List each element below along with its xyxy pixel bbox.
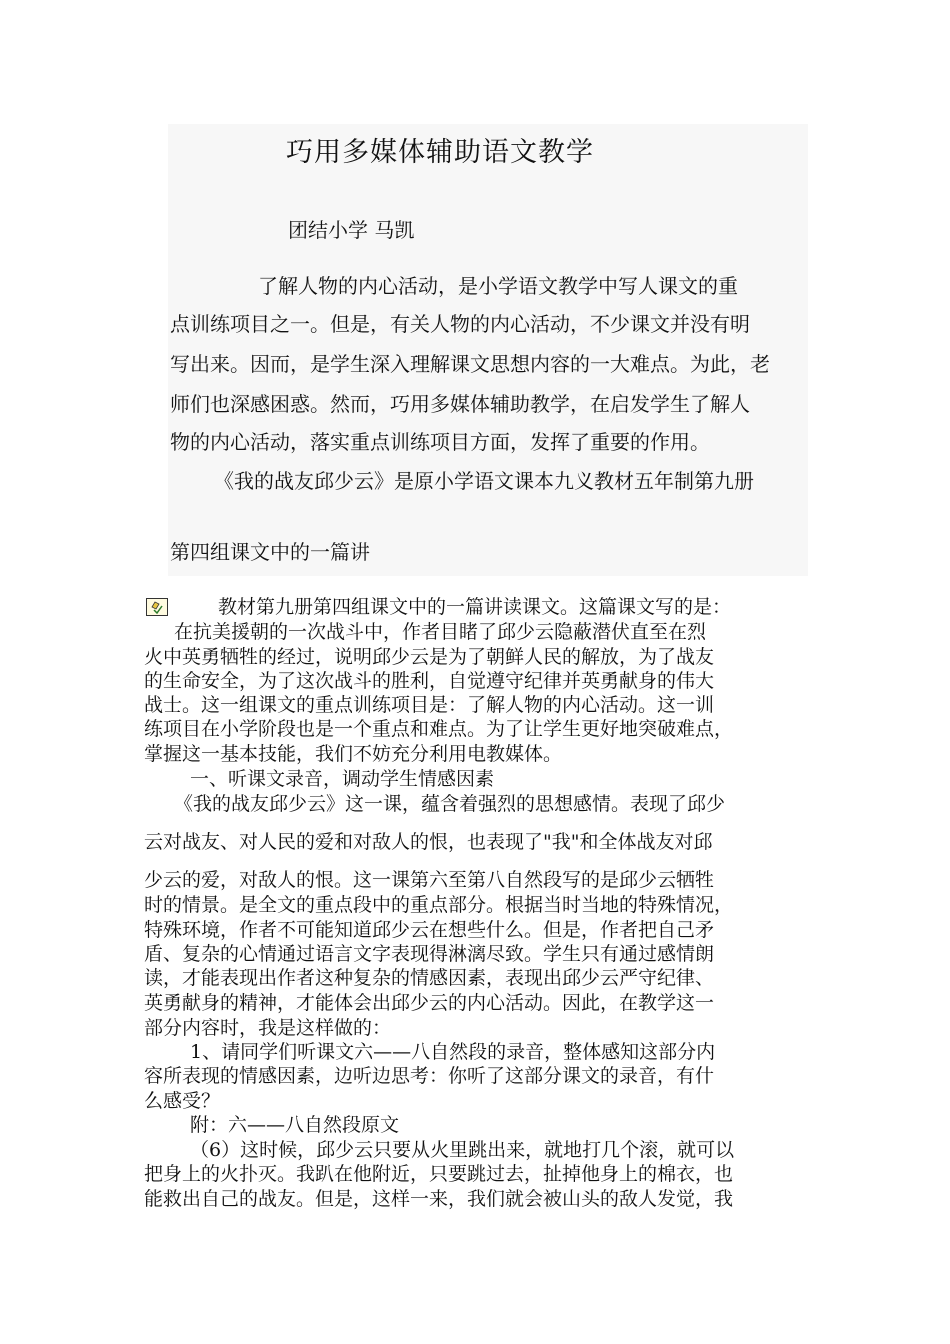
intro-line: 点训练项目之一。但是，有关人物的内心活动，不少课文并没有明 [170, 312, 750, 336]
appendix-heading: 附：六——八自然段原文 [190, 1114, 400, 1136]
intro-line: 第四组课文中的一篇讲 [170, 540, 370, 564]
body-line: 云对战友、对人民的爱和对敌人的恨，也表现了"我"和全体战友对邱 [144, 831, 713, 853]
body-line: 英勇献身的精神，才能体会出邱少云的内心活动。因此，在教学这一 [144, 992, 715, 1014]
section-heading: 一、听课文录音，调动学生情感因素 [190, 768, 495, 790]
intro-line: 写出来。因而，是学生深入理解课文思想内容的一大难点。为此，老 [170, 352, 770, 376]
body-line: 能救出自己的战友。但是，这样一来，我们就会被山头的敌人发觉，我 [144, 1188, 734, 1210]
body-line: 把身上的火扑灭。我趴在他附近，只要跳过去，扯掉他身上的棉衣，也 [144, 1163, 734, 1185]
body-line: 掌握这一基本技能，我们不妨充分利用电教媒体。 [144, 743, 563, 765]
intro-line: 物的内心活动，落实重点训练项目方面，发挥了重要的作用。 [170, 430, 710, 454]
body-line: 火中英勇牺牲的经过，说明邱少云是为了朝鲜人民的解放，为了战友 [144, 646, 715, 668]
body-line: 练项目在小学阶段也是一个重点和难点。为了让学生更好地突破难点， [144, 718, 734, 740]
body-line: 《我的战友邱少云》这一课，蕴含着强烈的思想感情。表现了邱少 [174, 793, 726, 815]
body-line: 特殊环境，作者不可能知道邱少云在想些什么。但是，作者把自己矛 [144, 919, 715, 941]
body-line: 1、请同学们听课文六——八自然段的录音，整体感知这部分内 [190, 1041, 716, 1063]
body-line: 部分内容时，我是这样做的： [144, 1017, 392, 1039]
body-line: 读，才能表现出作者这种复杂的情感因素，表现出邱少云严守纪律、 [144, 967, 715, 989]
author-line: 团结小学 马凯 [288, 218, 415, 242]
body-line: 么感受？ [144, 1090, 221, 1112]
body-line: 盾、复杂的心情通过语言文字表现得淋漓尽致。学生只有通过感情朗 [144, 943, 715, 965]
body-line: 少云的爱，对敌人的恨。这一课第六至第八自然段写的是邱少云牺牲 [144, 869, 715, 891]
document-title: 巧用多媒体辅助语文教学 [286, 137, 594, 168]
body-line: 的生命安全，为了这次战斗的胜利，自觉遵守纪律并英勇献身的伟大 [144, 670, 715, 692]
intro-line: 师们也深感困惑。然而，巧用多媒体辅助教学，在启发学生了解人 [170, 392, 750, 416]
intro-line: 了解人物的内心活动，是小学语文教学中写人课文的重 [258, 274, 738, 298]
body-line: 容所表现的情感因素，边听边思考：你听了这部分课文的录音，有什 [144, 1065, 715, 1087]
intro-line: 《我的战友邱少云》是原小学语文课本九义教材五年制第九册 [214, 469, 754, 493]
body-line: 在抗美援朝的一次战斗中，作者目睹了邱少云隐蔽潜伏直至在烈 [174, 621, 707, 643]
body-line: 战士。这一组课文的重点训练项目是：了解人物的内心活动。这一训 [144, 694, 715, 716]
body-line: 时的情景。是全文的重点段中的重点部分。根据当时当地的特殊情况， [144, 894, 734, 916]
embedded-object-icon[interactable] [146, 598, 168, 616]
body-line: （6）这时候，邱少云只要从火里跳出来，就地打几个滚，就可以 [190, 1139, 735, 1161]
body-line: 教材第九册第四组课文中的一篇讲读课文。这篇课文写的是： [218, 596, 732, 618]
